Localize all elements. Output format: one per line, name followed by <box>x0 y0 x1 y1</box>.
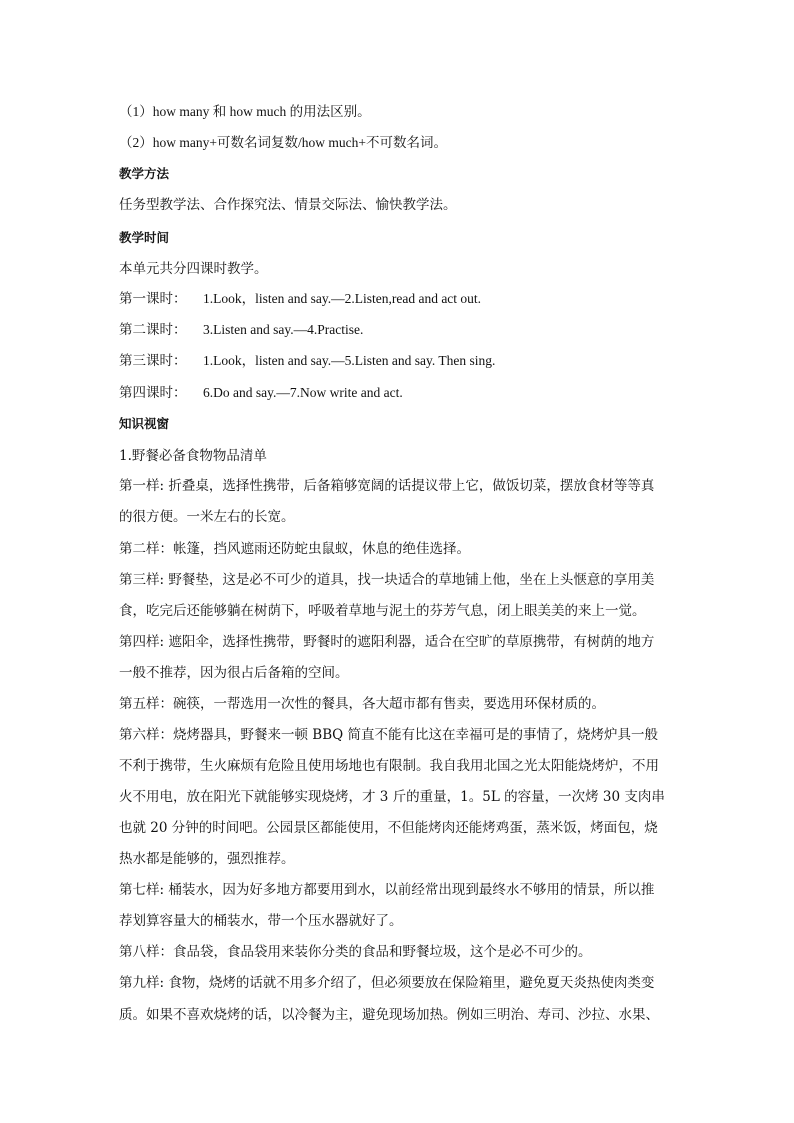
lesson-row <box>119 321 689 339</box>
picnic-item-line: 第一样: 折叠桌，选择性携带，后备箱够宽阔的话提议带上它，做饭切菜，摆放食材等等真 <box>119 478 655 494</box>
picnic-list-title: 1.野餐必备食物物品清单 <box>119 448 267 464</box>
picnic-item-line: 一般不推荐，因为很占后备箱的空间。 <box>119 665 349 681</box>
picnic-item-line: 的很方便。一米左右的长宽。 <box>119 509 295 525</box>
lesson-label: 第一课时： <box>119 291 187 307</box>
picnic-item-line: 也就 20 分钟的时间吧。公园景区都能使用，不但能烤肉还能烤鸡蛋，蒸米饭，烤面包，烧 <box>119 820 658 836</box>
picnic-item-line: 第九样: 食物，烧烤的话就不用多介绍了，但必须要放在保险箱里，避免夏天炎热使肉类变 <box>119 975 655 991</box>
picnic-item-line: 火不用电，放在阳光下就能够实现烧烤，才 3 斤的重量，1。5L 的容量，一次烤 30 支肉串 <box>119 789 665 805</box>
heading-teaching-time: 教学时间 <box>119 230 170 245</box>
usage-point-1: （1）how many 和 how much 的用法区别。 <box>119 104 371 119</box>
picnic-item-line: 荐划算容量大的桶装水，带一个压水器就好了。 <box>119 913 403 929</box>
lesson-content: 6.Do and say.—7.Now write and act. <box>203 385 403 400</box>
lesson-content: 1.Look，listen and say.—5.Listen and say. Then sing. <box>203 353 496 368</box>
picnic-item-line: 热水都是能够的，强烈推荐。 <box>119 851 295 867</box>
picnic-item-line: 第七样: 桶装水，因为好多地方都要用到水，以前经常出现到最终水不够用的情景，所以推 <box>119 882 655 898</box>
picnic-item-line: 第五样：碗筷，一帮选用一次性的餐具，各大超市都有售卖，要选用环保材质的。 <box>119 696 605 712</box>
lesson-row <box>119 290 689 308</box>
heading-knowledge-window: 知识视窗 <box>119 416 170 431</box>
picnic-item-line: 不利于携带，生火麻烦有危险且使用场地也有限制。我自我用北国之光太阳能烧烤炉，不用 <box>119 758 659 774</box>
lesson-row <box>119 384 689 402</box>
usage-point-2: （2）how many+可数名词复数/how much+不可数名词。 <box>119 135 447 150</box>
lesson-row <box>119 352 689 370</box>
picnic-item-line: 第三样: 野餐垫，这是必不可少的道具，找一块适合的草地铺上他，坐在上头惬意的享用美 <box>119 572 655 588</box>
picnic-item-line: 质。如果不喜欢烧烤的话，以冷餐为主，避免现场加热。例如三明治、寿司、沙拉、水果、 <box>119 1007 659 1023</box>
picnic-item-line: 第六样：烧烤器具，野餐来一顿 BBQ 简直不能有比这在幸福可是的事情了，烧烤炉具一般 <box>119 727 658 743</box>
picnic-item-line: 第二样：帐篷，挡风遮雨还防蛇虫鼠蚁，休息的绝佳选择。 <box>119 541 470 557</box>
lesson-label: 第四课时： <box>119 385 187 401</box>
lesson-content: 3.Listen and say.—4.Practise. <box>203 322 364 337</box>
lesson-label: 第三课时： <box>119 353 187 369</box>
lesson-content: 1.Look，listen and say.—2.Listen,read and act out. <box>203 291 482 306</box>
teaching-method-text: 任务型教学法、合作探究法、情景交际法、愉快教学法。 <box>119 197 457 213</box>
teaching-time-text: 本单元共分四课时教学。 <box>119 261 268 277</box>
lesson-label: 第二课时： <box>119 322 187 338</box>
picnic-item-line: 第八样：食品袋，食品袋用来装你分类的食品和野餐垃圾，这个是必不可少的。 <box>119 944 592 960</box>
picnic-item-line: 食，吃完后还能够躺在树荫下，呼吸着草地与泥土的芬芳气息，闭上眼美美的来上一觉。 <box>119 603 646 619</box>
picnic-item-line: 第四样: 遮阳伞，选择性携带，野餐时的遮阳利器，适合在空旷的草原携带，有树荫的地方 <box>119 634 655 650</box>
heading-teaching-method: 教学方法 <box>119 166 170 181</box>
